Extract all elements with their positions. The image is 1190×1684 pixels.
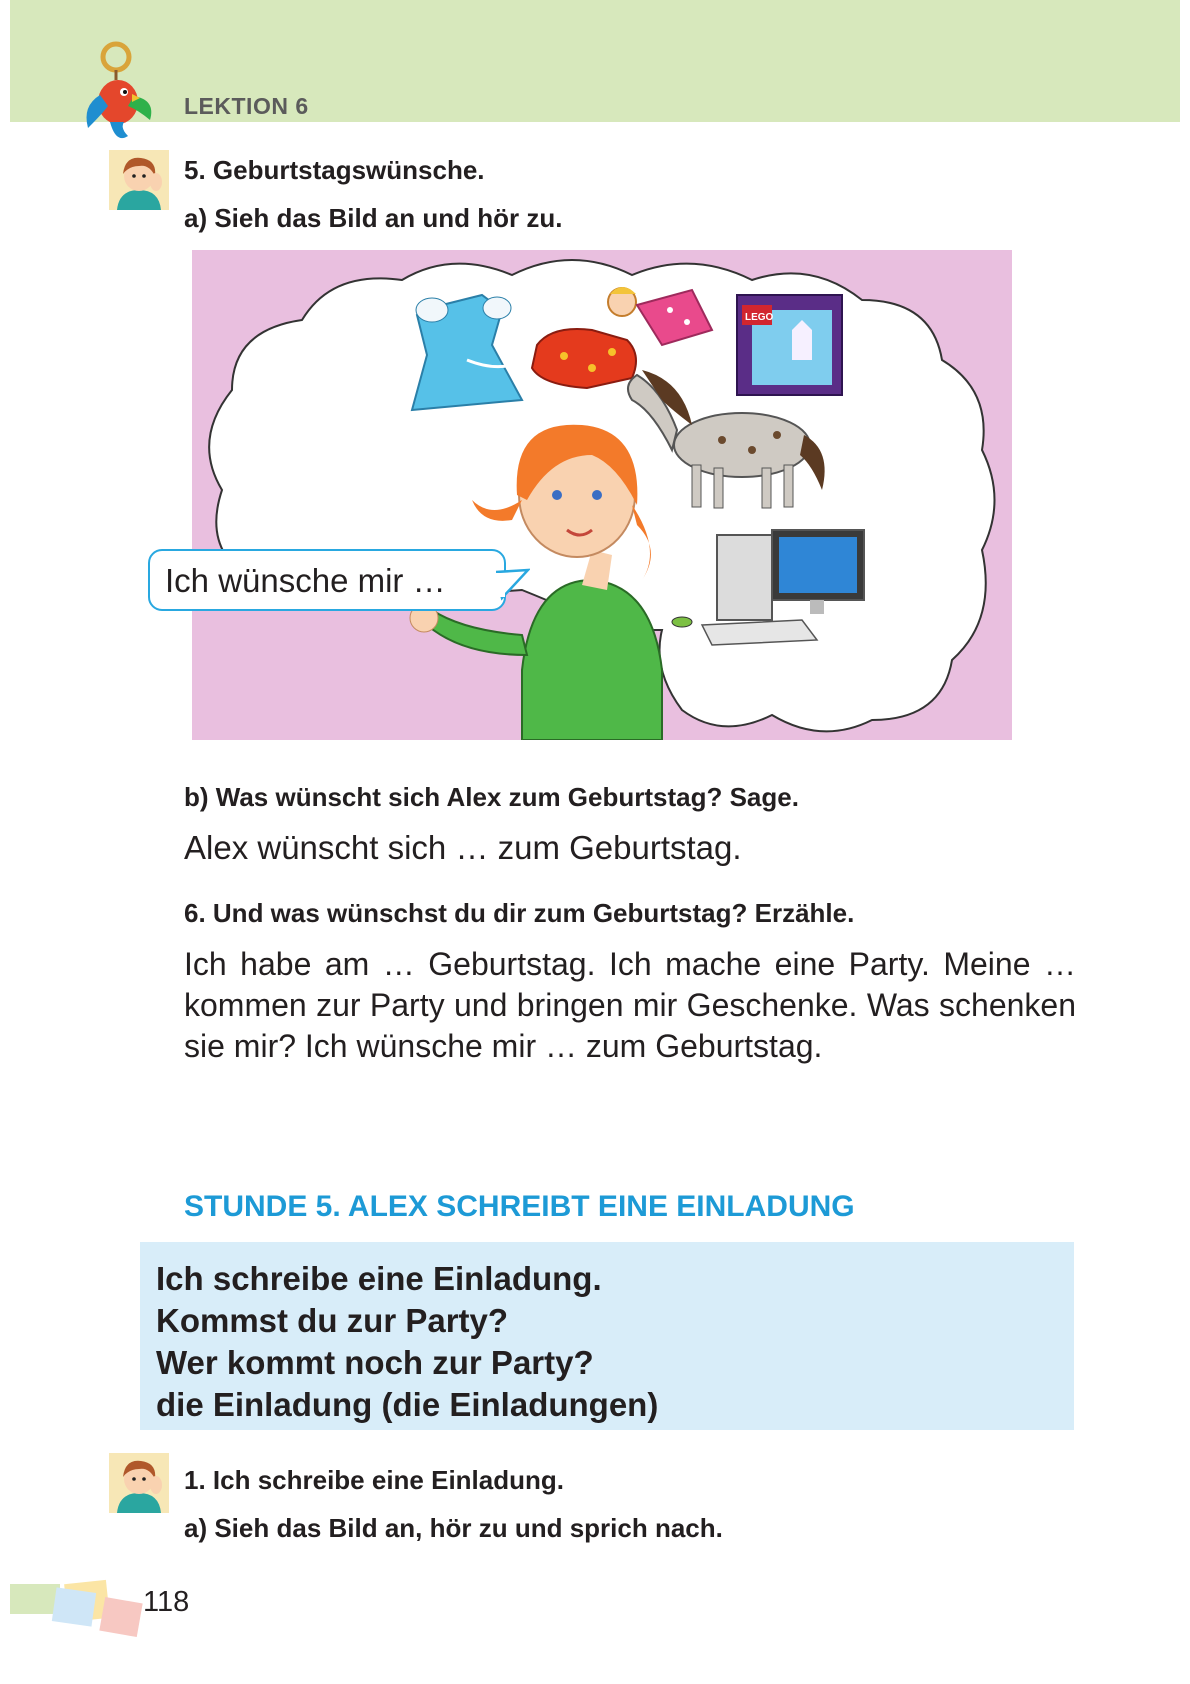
task-5b-answer-line: Alex wünscht sich … zum Geburtstag. xyxy=(184,829,742,866)
listening-child-icon xyxy=(109,1453,169,1513)
speech-bubble-tail xyxy=(496,568,530,602)
listening-child-icon xyxy=(109,150,169,210)
speech-bubble-text: Ich wünsche mir … xyxy=(165,562,446,599)
pencil-case-icon xyxy=(532,329,636,388)
task-1-title: 1. Ich schreibe eine Einladung. xyxy=(184,1465,564,1495)
key-phrase: Ich schreibe eine Einladung. xyxy=(156,1260,602,1297)
task-5a-instruction: a) Sieh das Bild an und hör zu. xyxy=(184,203,563,233)
parrot-icon xyxy=(80,40,160,148)
task-6-title: 6. Und was wünschst du dir zum Geburtstag? Erzähle. xyxy=(184,898,855,928)
lesson-label: LEKTION 6 xyxy=(184,93,309,119)
page-number: 118 xyxy=(143,1586,190,1618)
footer-paper-squares xyxy=(10,1578,144,1642)
task-5-title: 5. Geburtstagswünsche. xyxy=(184,155,485,185)
key-phrase: die Einladung (die Einladungen) xyxy=(156,1386,659,1423)
task-6-paragraph: Ich habe am … Geburtstag. Ich mache eine Party. Meine … kommen zur Party und bringen mir Geschenke. Was schenken sie mir? Ich wünsche mir … zum Geburtstag. xyxy=(184,946,1076,1064)
task-1a-instruction: a) Sieh das Bild an, hör zu und sprich nach. xyxy=(184,1513,723,1543)
stunde-title: STUNDE 5. ALEX SCHREIBT EINE EINLADUNG xyxy=(184,1190,855,1223)
key-phrase: Kommst du zur Party? xyxy=(156,1302,509,1339)
lego-box-icon xyxy=(737,295,842,395)
task-5b-instruction: b) Was wünscht sich Alex zum Geburtstag? Sage. xyxy=(184,782,799,812)
birthday-wishes-illustration xyxy=(192,250,1012,740)
key-phrase: Wer kommt noch zur Party? xyxy=(156,1344,594,1381)
lego-logo-text: LEGO xyxy=(745,312,774,323)
